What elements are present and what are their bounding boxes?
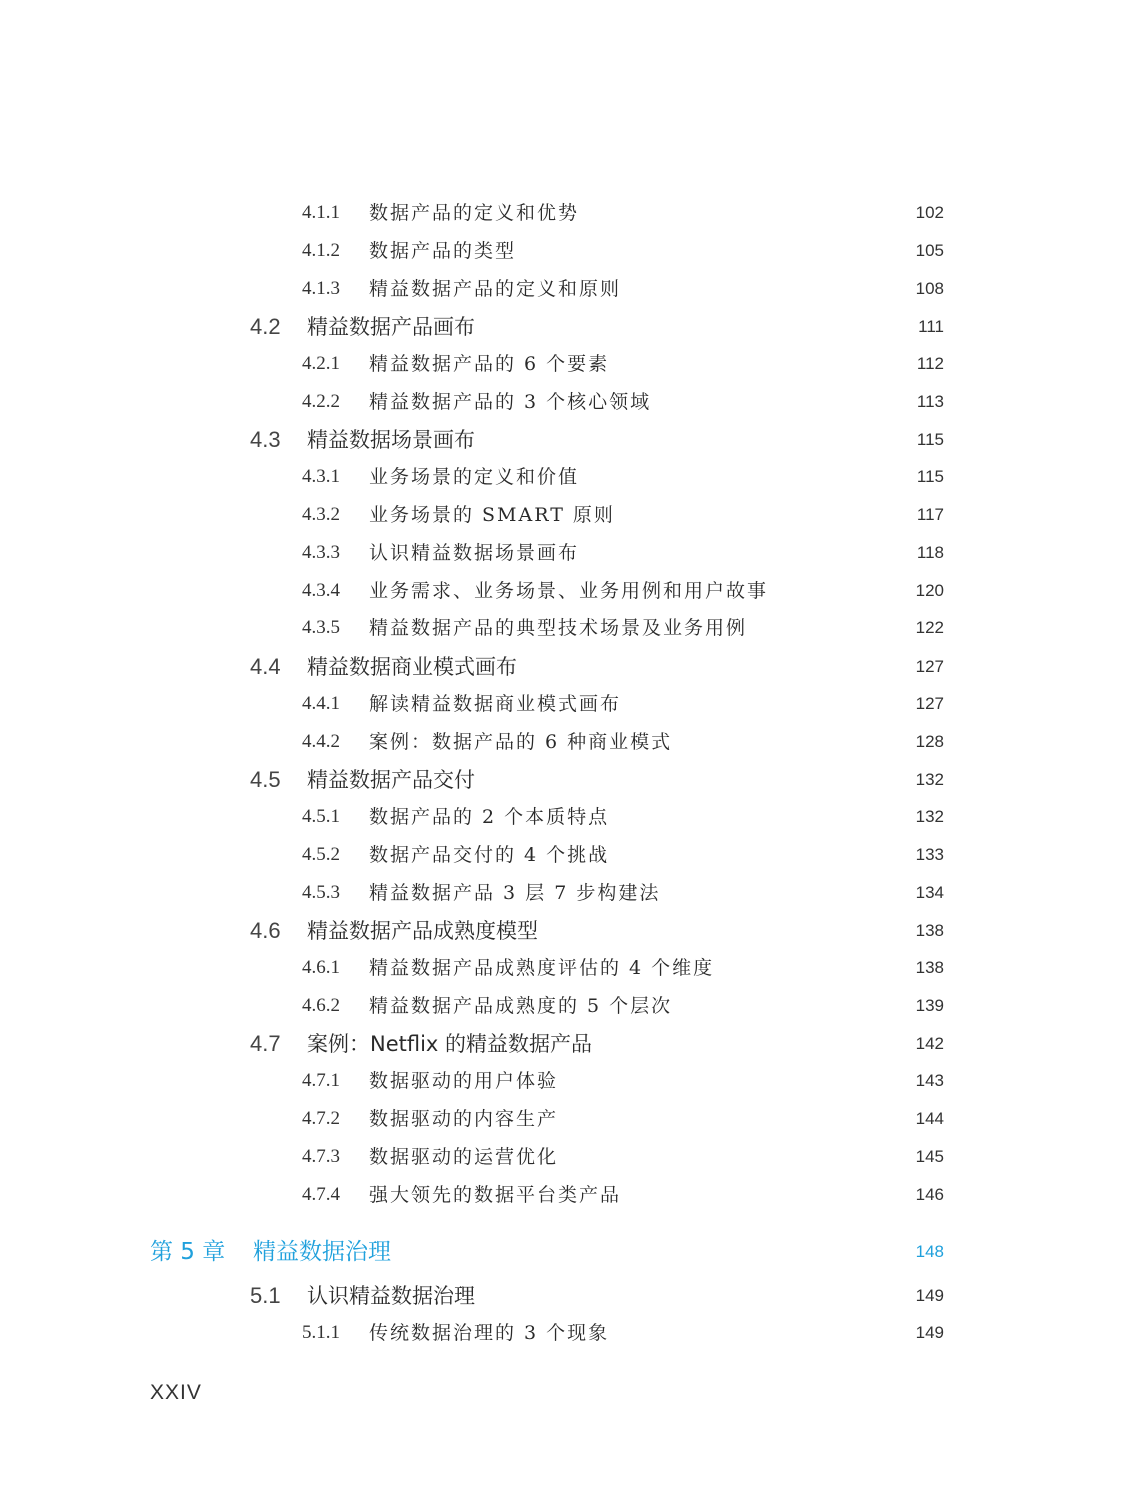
toc-section <box>250 424 944 456</box>
toc-page-number: 133 <box>915 845 944 864</box>
toc-number: 4.1.3 <box>302 278 340 299</box>
toc-subsection <box>302 991 944 1021</box>
toc-page-number: 108 <box>915 279 944 298</box>
toc-page-number: 127 <box>915 694 944 713</box>
toc-subsection <box>302 953 944 983</box>
toc-subsection <box>302 236 944 266</box>
toc-section <box>250 651 944 683</box>
toc-title: 精益数据商业模式画布 <box>307 655 517 679</box>
toc-number: 4.2 <box>250 314 281 339</box>
toc-title: 精益数据产品的 3 个核心领域 <box>369 391 652 413</box>
toc-title: 业务需求、业务场景、业务用例和用户故事 <box>369 580 769 602</box>
toc-number: 4.7.1 <box>302 1070 340 1091</box>
toc-number: 5.1 <box>250 1283 281 1308</box>
toc-title: 精益数据产品成熟度评估的 4 个维度 <box>369 957 715 979</box>
toc-page-number: 148 <box>915 1242 944 1261</box>
toc-section <box>250 311 944 343</box>
toc-page-number: 132 <box>915 807 944 826</box>
toc-section <box>250 915 944 947</box>
toc-number: 5.1.1 <box>302 1322 340 1343</box>
toc-number: 4.7.4 <box>302 1184 340 1205</box>
toc-title: 精益数据产品的典型技术场景及业务用例 <box>369 617 748 639</box>
toc-number: 4.5.1 <box>302 806 340 827</box>
toc-subsection <box>302 1104 944 1134</box>
toc-number: 4.3 <box>250 427 281 452</box>
toc-title: 精益数据产品交付 <box>307 768 475 792</box>
toc-number: 第 5 章 <box>150 1239 226 1265</box>
toc-title: 认识精益数据治理 <box>307 1284 475 1308</box>
toc-title: 精益数据治理 <box>253 1239 391 1265</box>
toc-number: 4.5.3 <box>302 882 340 903</box>
toc-subsection <box>302 1066 944 1096</box>
toc-subsection <box>302 500 944 530</box>
toc-number: 4.4 <box>250 654 281 679</box>
toc-page-number: 122 <box>915 618 944 637</box>
toc-number: 4.7.2 <box>302 1108 340 1129</box>
toc-title: 数据产品的 2 个本质特点 <box>369 806 610 828</box>
toc-title: 精益数据产品的定义和原则 <box>369 278 622 300</box>
toc-number: 4.4.1 <box>302 693 340 714</box>
toc-title: 认识精益数据场景画布 <box>369 542 580 564</box>
toc-section <box>250 764 944 796</box>
toc-subsection <box>302 727 944 757</box>
toc-number: 4.3.5 <box>302 617 340 638</box>
toc-page-number: 144 <box>915 1109 944 1128</box>
toc-title: 解读精益数据商业模式画布 <box>369 693 622 715</box>
toc-subsection <box>302 387 944 417</box>
toc-number: 4.2.1 <box>302 353 340 374</box>
toc-page-number: 142 <box>915 1034 944 1053</box>
toc-title: 传统数据治理的 3 个现象 <box>369 1322 610 1344</box>
toc-number: 4.3.2 <box>302 504 340 525</box>
toc-page-number: 145 <box>915 1147 944 1166</box>
page-folio: XXIV <box>150 1381 202 1404</box>
toc-subsection <box>302 613 944 643</box>
toc-subsection <box>302 878 944 908</box>
toc-page-number: 138 <box>915 921 944 940</box>
toc-page-number: 128 <box>915 732 944 751</box>
toc-title: 数据产品的类型 <box>369 240 517 262</box>
toc-subsection <box>302 802 944 832</box>
toc-number: 4.5 <box>250 767 281 792</box>
toc-number: 4.6 <box>250 918 281 943</box>
toc-page-number: 138 <box>915 958 944 977</box>
toc-subsection <box>302 1318 944 1348</box>
toc-subsection <box>302 462 944 492</box>
toc-number: 4.6.2 <box>302 995 340 1016</box>
toc-page-number: 113 <box>916 392 944 411</box>
toc-section <box>250 1028 944 1060</box>
toc-page-number: 127 <box>915 657 944 676</box>
toc-number: 4.4.2 <box>302 731 340 752</box>
toc-subsection <box>302 840 944 870</box>
toc-number: 4.3.1 <box>302 466 340 487</box>
toc-page-number: 132 <box>915 770 944 789</box>
toc-title: 精益数据产品的 6 个要素 <box>369 353 610 375</box>
toc-subsection <box>302 1142 944 1172</box>
toc-number: 4.3.3 <box>302 542 340 563</box>
toc-number: 4.5.2 <box>302 844 340 865</box>
toc-subsection <box>302 349 944 379</box>
toc-page-number: 115 <box>916 430 944 449</box>
toc-title: 精益数据场景画布 <box>307 428 475 452</box>
toc-chapter <box>150 1234 944 1270</box>
toc-page-number: 105 <box>915 241 944 260</box>
toc-number: 4.2.2 <box>302 391 340 412</box>
toc-title: 数据驱动的用户体验 <box>369 1070 559 1092</box>
toc-title: 案例：数据产品的 6 种商业模式 <box>369 731 673 753</box>
toc-subsection <box>302 538 944 568</box>
toc-page-number: 149 <box>915 1323 944 1342</box>
toc-subsection <box>302 274 944 304</box>
toc-page-number: 139 <box>915 996 944 1015</box>
toc-title: 业务场景的定义和价值 <box>369 466 580 488</box>
toc-page-number: 112 <box>916 354 944 373</box>
toc-subsection <box>302 1180 944 1210</box>
toc-title: 强大领先的数据平台类产品 <box>369 1184 622 1206</box>
toc-page-number: 146 <box>915 1185 944 1204</box>
toc-number: 4.6.1 <box>302 957 340 978</box>
toc-page-number: 102 <box>915 203 944 222</box>
toc-title: 精益数据产品 3 层 7 步构建法 <box>369 882 661 904</box>
toc-title: 数据产品的定义和优势 <box>369 202 580 224</box>
toc-page-number: 120 <box>915 581 944 600</box>
toc-page-number: 118 <box>916 543 944 562</box>
toc-page-number: 149 <box>915 1286 944 1305</box>
toc-page-number: 117 <box>916 505 944 524</box>
toc-page-number: 115 <box>916 467 944 486</box>
toc-subsection <box>302 689 944 719</box>
toc-page-number: 134 <box>915 883 944 902</box>
toc-title: 数据产品交付的 4 个挑战 <box>369 844 610 866</box>
toc-title: 数据驱动的内容生产 <box>369 1108 559 1130</box>
toc-number: 4.1.1 <box>302 202 340 223</box>
toc-title: 数据驱动的运营优化 <box>369 1146 559 1168</box>
toc-page-number: 143 <box>915 1071 944 1090</box>
toc-page-number: 111 <box>918 317 944 336</box>
toc-number: 4.1.2 <box>302 240 340 261</box>
toc-subsection <box>302 576 944 606</box>
toc-number: 4.3.4 <box>302 580 340 601</box>
toc-title: 精益数据产品画布 <box>307 315 475 339</box>
toc-title: 案例：Netflix 的精益数据产品 <box>307 1032 593 1056</box>
toc-title: 业务场景的 SMART 原则 <box>369 504 615 526</box>
toc-title: 精益数据产品成熟度的 5 个层次 <box>369 995 673 1017</box>
toc-section <box>250 1280 944 1312</box>
toc-title: 精益数据产品成熟度模型 <box>307 919 538 943</box>
toc-subsection <box>302 198 944 228</box>
toc-number: 4.7 <box>250 1031 281 1056</box>
toc-number: 4.7.3 <box>302 1146 340 1167</box>
